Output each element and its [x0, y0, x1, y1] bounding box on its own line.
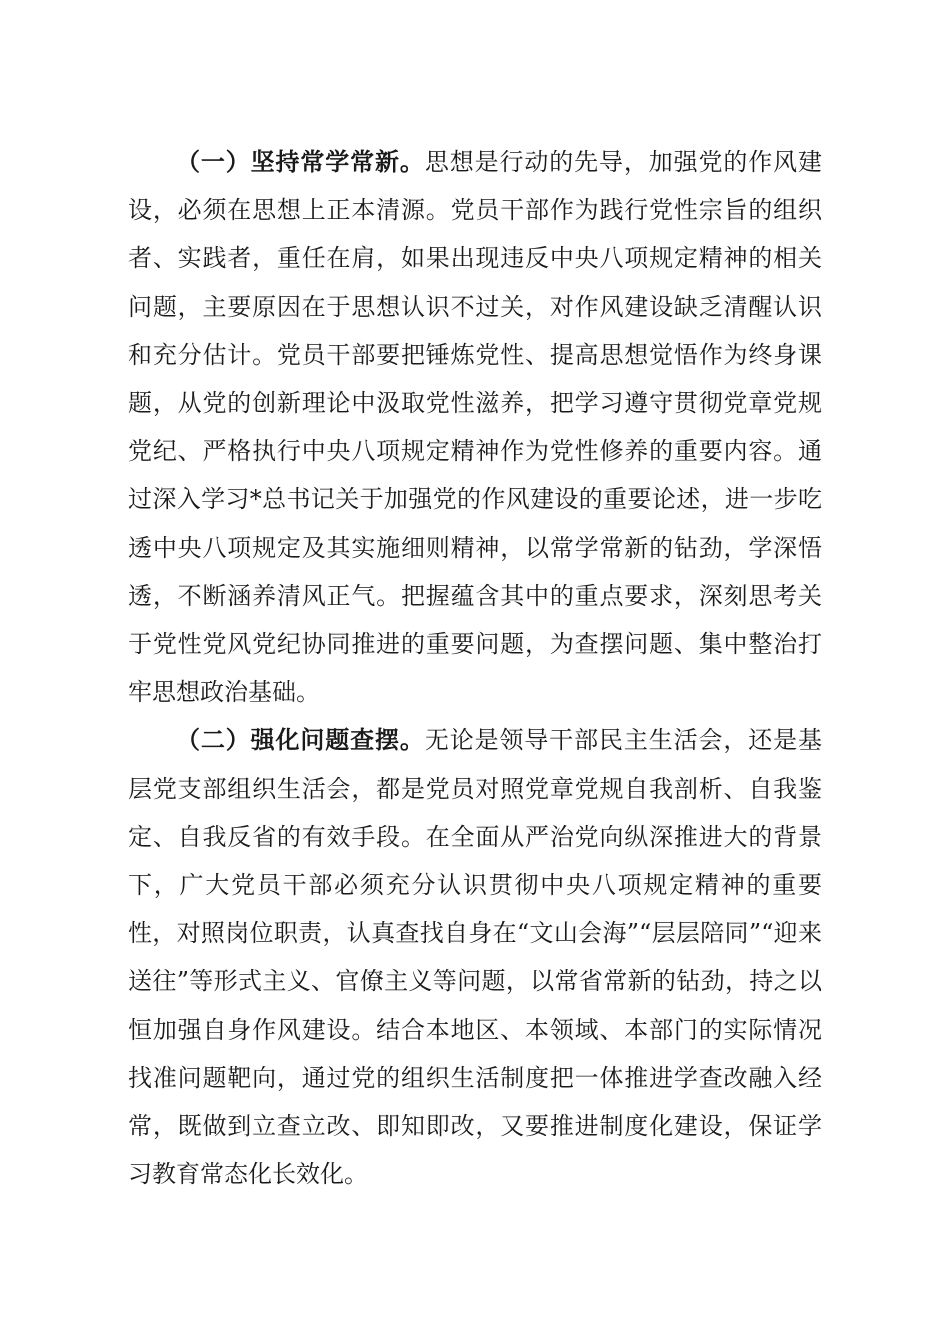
paragraph-1 — [128, 138, 822, 716]
paragraph-2-body: 无论是领导干部民主生活会，还是基层党支部组织生活会，都是党员对照党章党规自我剖析、自我鉴定、自我反省的有效手段。在全面从严治党向纵深推进大的背景下，广大党员干部必须充分认识贯彻中央八项规定精神的重要性，对照岗位职责，认真查找自身在“文山会海”“层层陪同”“迎来送往”等形式主义、官僚主义等问题，以常省常新的钻劲，持之以恒加强自身作风建设。结合本地区、本领域、本部门的实际情况找准问题靶向，通过党的组织生活制度把一体推进学查改融入经常，既做到立查立改、即知即改，又要推进制度化建设，保证学习教育常态化长效化。 — [128, 726, 823, 1189]
document-body — [128, 138, 822, 1198]
paragraph-1-heading: （一）坚持常学常新。 — [176, 148, 425, 176]
paragraph-2 — [128, 716, 822, 1198]
paragraph-2-heading: （二）强化问题查摆。 — [176, 726, 425, 755]
paragraph-1-body: 思想是行动的先导，加强党的作风建设，必须在思想上正本清源。党员干部作为践行党性宗旨的组织者、实践者，重任在肩，如果出现违反中央八项规定精神的相关问题，主要原因在于思想认识不过关，对作风建设缺乏清醒认识和充分估计。党员干部要把锤炼党性、提高思想觉悟作为终身课题，从党的创新理论中汲取党性滋养，把学习遵守贯彻党章党规党纪、严格执行中央八项规定精神作为党性修养的重要内容。通过深入学习*总书记关于加强党的作风建设的重要论述，进一步吃透中央八项规定及其实施细则精神，以常学常新的钻劲，学深悟透，不断涵养清风正气。把握蕴含其中的重点要求，深刻思考关于党性党风党纪协同推进的重要问题，为查摆问题、集中整治打牢思想政治基础。 — [128, 148, 823, 707]
